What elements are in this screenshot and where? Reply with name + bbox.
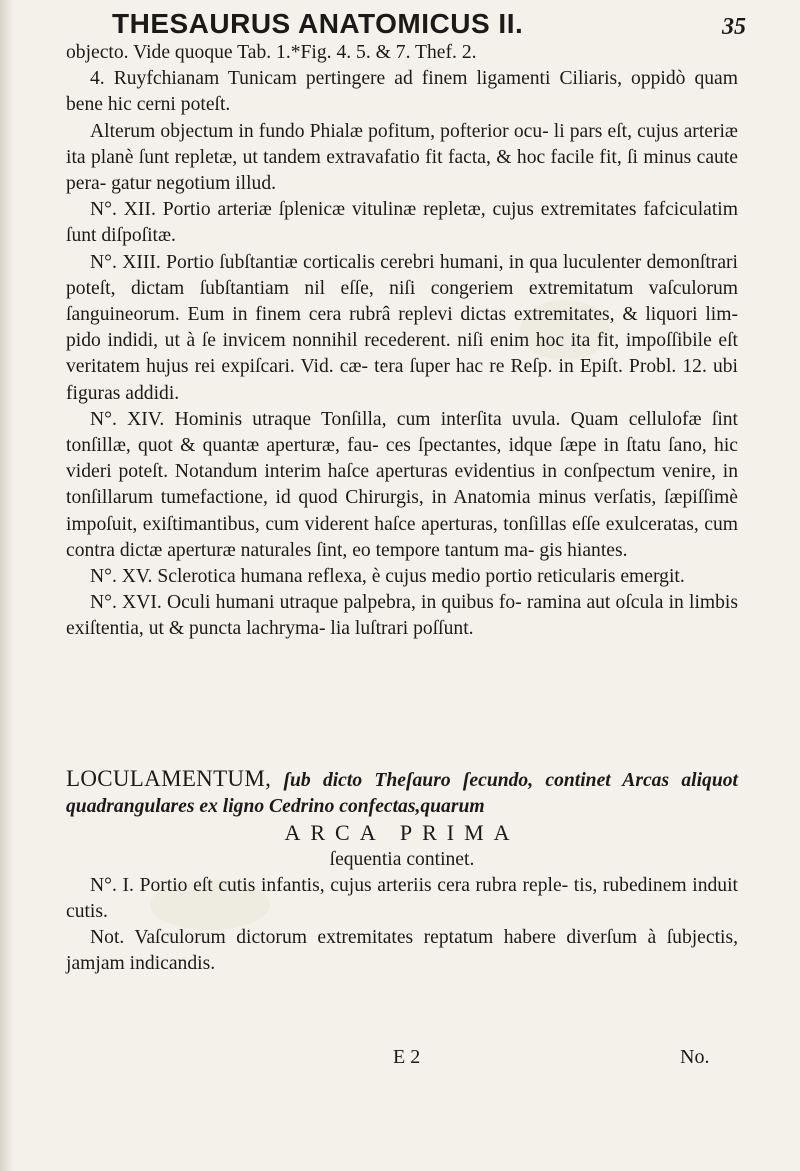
page-number: 35 [722,14,746,40]
arca-title: ARCA PRIMA [284,820,520,846]
paragraph: objecto. Vide quoque Tab. 1.*Fig. 4. 5. & 7. Thef. 2. [66,42,477,63]
paragraph: N°. XII. Portio arteriæ ſplenicæ vitulinæ repletæ, cujus extremitates fafciculatim ſunt diſpoſitæ. [66,199,738,247]
loculamentum-section [66,766,738,978]
signature-mark: E 2 [393,1046,421,1068]
paragraph: Not. Vaſculorum dictorum extremitates reptatum habere diverſum à ſubjectis, jamjam indicandis. [66,927,738,975]
main-text [66,40,738,643]
paragraph: N°. XVI. Oculi humani utraque palpebra, in quibus fo- ramina aut oſcula in limbis exiſtentia, ut & puncta lachryma- lia luſtrari poſſunt. [66,592,738,640]
running-title: THESAURUS ANATOMICUS II. [112,8,524,39]
paragraph: N°. XIV. Hominis utraque Tonſilla, cum interſita uvula. Quam cellulofæ ſint tonſillæ, quot & quantæ aperturæ, fau- ces ſpectantes, idque ſæpe in ſtatu ſano, hic videri poteſt. Notandum interim haſce aperturas evidentius in conſpectum venire, in tonſillarum tumefactione, id quod Chirurgis, in Anatomia minus verſatis, ſæpiſſimè impoſuit, exiſtimantibus, cum viderent haſce aperturas, tonſillas eſſe exulceratas, cum contra dictæ aperturæ naturales ſint, eo tempore tantum ma- gis hiantes. [66,408,738,561]
catchword: No. [680,1046,710,1068]
page-gutter-shadow [0,0,14,1171]
section-heading-italic: ſub dicto Theſauro ſecundo, continet Arcas aliquot quadrangulares ex ligno Cedrino confectas,quarum [66,770,738,818]
section-heading [66,766,738,820]
arca-subtitle: ſequentia continet. [329,848,475,870]
paragraph: Alterum objectum in fundo Phialæ pofitum, pofterior ocu- li pars eſt, cujus arteriæ ita planè ſunt repletæ, ut tandem extravafatio fit facta, & hoc facile fit, ſi minus caute pera- gatur negotium illud. [66,120,738,195]
paragraph: N°. XIII. Portio ſubſtantiæ corticalis cerebri humani, in qua luculenter demonſtrari poteſt, dictam ſubſtantiam nil eſſe, niſi congeriem extremitatum vaſculorum ſanguineorum. Eum in finem cera rubrâ replevi dictas extremitates, & liquori lim- pido indidi, ut à ſe invicem nonnihil recederent. niſi enim hoc ita fit, impoſſibile eſt veritatem hujus rei expiſcari. Vid. cæ- tera ſuper hac re Reſp. in Epiſt. Probl. 12. ubi figuras addidi. [66,251,738,404]
paragraph: N°. XV. Sclerotica humana reflexa, è cujus medio portio reticularis emergit. [90,566,685,588]
paragraph: 4. Ruyfchianam Tunicam pertingere ad finem ligamenti Ciliaris, oppidò quam bene hic cerni poteſt. [66,68,738,116]
section-heading-caps: LOCULAMENTUM, [66,766,272,791]
page-footer [0,1046,800,1076]
paragraph: N°. I. Portio eſt cutis infantis, cujus arteriis cera rubra reple- tis, rubedinem induit cutis. [66,874,738,923]
